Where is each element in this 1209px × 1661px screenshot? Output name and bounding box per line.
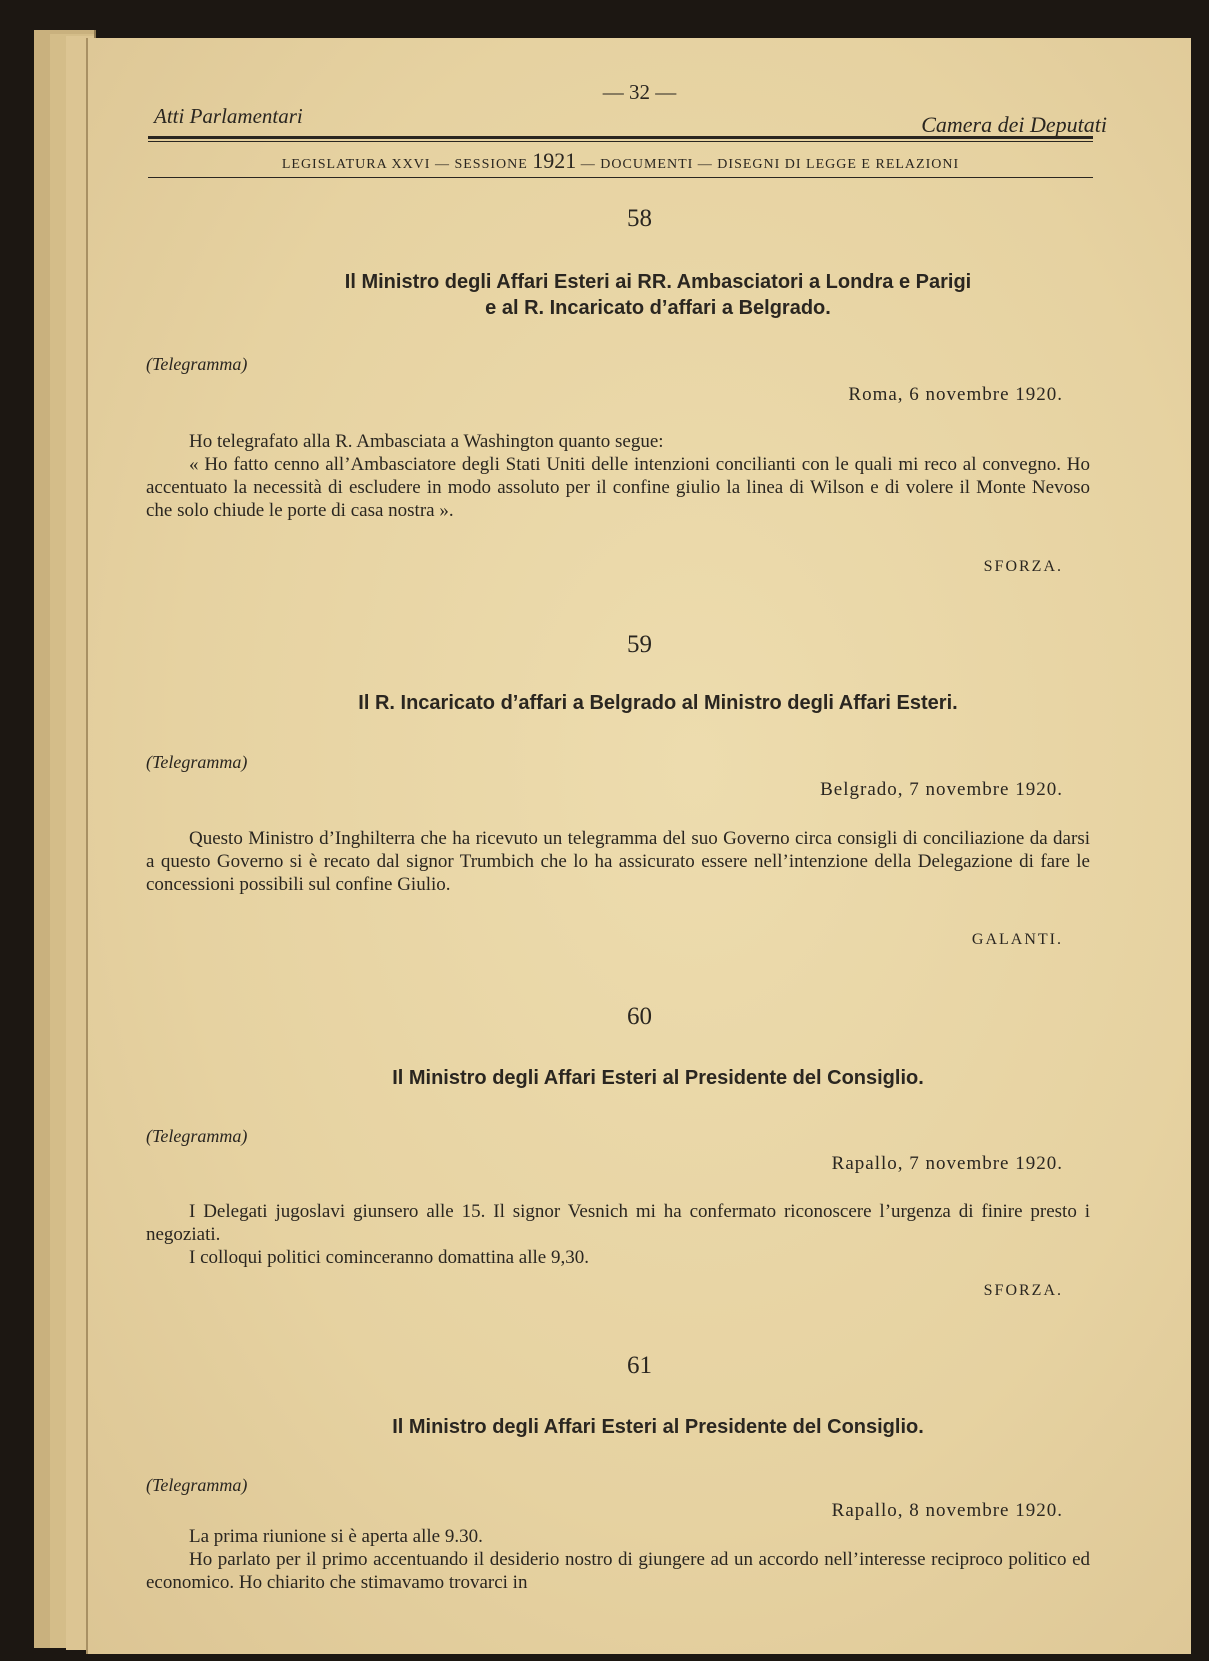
header-rule [148,177,1093,178]
header-subtitle [148,148,1093,174]
telegram-label: (Telegramma) [146,752,248,772]
paragraph: La prima riunione si è aperta alle 9.30. [189,1526,483,1547]
paragraph: Questo Ministro d’Inghilterra che ha ricevuto un telegramma del suo Governo circa consigli di conciliazione da darsi a questo Governo si è recato dal signor Trumbich che lo ha assicurato essere nell’intenzione della Delegazione di fare le concessioni possibili sul confine Giulio. [146,828,1090,895]
section-number: 61 [627,1352,652,1379]
signature: GALANTI. [971,931,1063,948]
subtitle-left: LEGISLATURA XXVI — SESSIONE [281,157,528,172]
paragraph: I Delegati jugoslavi giunsero alle 15. Il signor Vesnich mi ha confermato riconoscere l’urgenza di finire presto i negoziati. [146,1201,1090,1245]
section-body [146,430,1090,522]
telegram-label: (Telegramma) [146,354,248,374]
dateline: Roma, 6 novembre 1920. [848,384,1063,405]
section-title [228,1414,1088,1440]
telegram-label: (Telegramma) [146,1126,248,1146]
title-line: Il Ministro degli Affari Esteri al Presidente del Consiglio. [392,1067,924,1089]
title-line: Il Ministro degli Affari Esteri ai RR. Ambasciatori a Londra e Parigi [344,271,972,293]
section-body [146,827,1090,896]
dateline: Belgrado, 7 novembre 1920. [820,779,1063,800]
signature: SFORZA. [983,1282,1063,1299]
paragraph: Ho telegrafato alla R. Ambasciata a Washington quanto segue: [189,431,664,452]
section-number: 60 [627,1003,652,1030]
document-page [86,38,1191,1654]
dateline: Rapallo, 8 novembre 1920. [831,1500,1063,1521]
header-right: Camera dei Deputati [921,112,1107,137]
header-rule [148,141,1093,142]
section-body [146,1200,1090,1269]
paragraph: « Ho fatto cenno all’Ambasciatore degli Stati Uniti delle intenzioni concilianti con le quali mi reco al convegno. Ho accentuato la necessità di escludere in modo assoluto per il confine giulio la linea di Wilson e di volere il Monte Nevoso che solo chiude le porte di casa nostra ». [146,454,1090,521]
paragraph: I colloqui politici cominceranno domattina alle 9,30. [189,1247,589,1268]
section-title [228,690,1088,716]
signature: SFORZA. [983,558,1063,575]
title-line: Il Ministro degli Affari Esteri al Presidente del Consiglio. [392,1416,924,1438]
paragraph: Ho parlato per il primo accentuando il desiderio nostro di giungere ad un accordo nell’interesse reciproco politico ed economico. Ho chiarito che stimavamo trovarci in [146,1549,1090,1593]
section-title [228,269,1088,321]
section-number: 58 [627,205,652,232]
header-left: Atti Parlamentari [154,104,303,128]
subtitle-year: 1921 [532,148,577,173]
page-number: — 32 — [602,80,677,104]
dateline: Rapallo, 7 novembre 1920. [831,1153,1063,1174]
telegram-label: (Telegramma) [146,1475,248,1495]
section-number: 59 [627,631,652,658]
title-line: e al R. Incaricato d’affari a Belgrado. [485,297,831,319]
subtitle-right: — DOCUMENTI — DISEGNI DI LEGGE E RELAZIONI [580,157,960,172]
title-line: Il R. Incaricato d’affari a Belgrado al Ministro degli Affari Esteri. [358,692,958,714]
section-title [228,1065,1088,1091]
header-rule [148,136,1093,139]
section-body [146,1525,1090,1594]
